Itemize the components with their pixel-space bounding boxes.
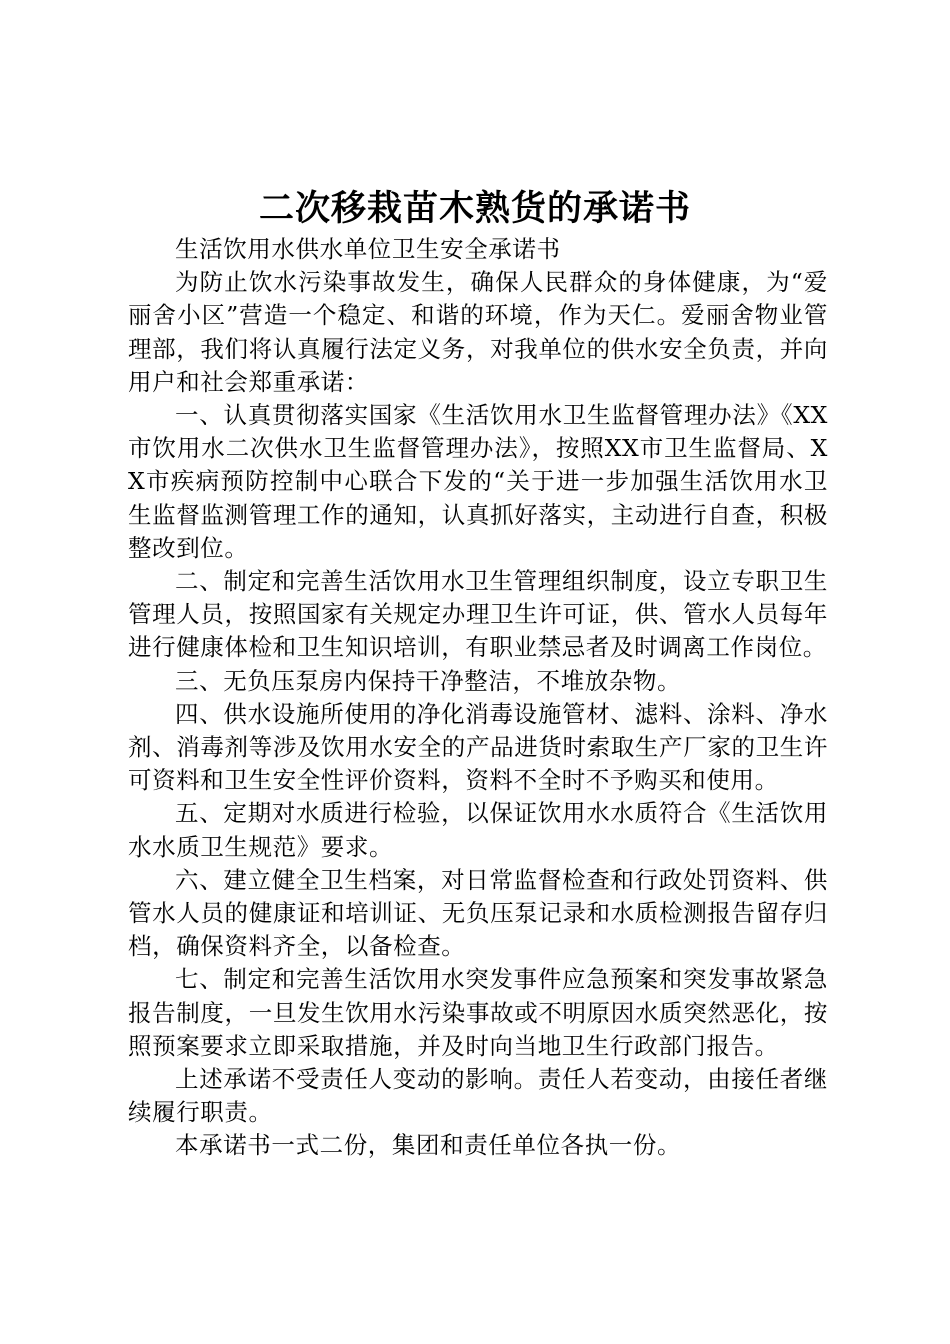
commitment-item-6: 六、建立健全卫生档案，对日常监督检查和行政处罚资料、供管水人员的健康证和培训证、无负压泵记录和水质检测报告留存归档，确保资料齐全，以备检查。 — [128, 865, 828, 961]
responsibility-paragraph: 上述承诺不受责任人变动的影响。责任人若变动，由接任者继续履行职责。 — [128, 1065, 828, 1127]
commitment-item-7: 七、制定和完善生活饮用水突发事件应急预案和突发事故紧急报告制度，一旦发生饮用水污染事故或不明原因水质突然恶化，按照预案要求立即采取措施，并及时向当地卫生行政部门报告。 — [128, 965, 828, 1060]
copies-paragraph: 本承诺书一式二份，集团和责任单位各执一份。 — [175, 1131, 682, 1160]
subtitle-paragraph: 生活饮用水供水单位卫生安全承诺书 — [175, 235, 561, 263]
intro-paragraph: 为防止饮水污染事故发生，确保人民群众的身体健康，为“爱丽舍小区”营造一个稳定、和谐的环境，作为天仁。爱丽舍物业管理部，我们将认真履行法定义务，对我单位的供水安全负责，并向用户和社会郑重承诺： — [128, 268, 828, 396]
commitment-item-5: 五、定期对水质进行检验，以保证饮用水水质符合《生活饮用水水质卫生规范》要求。 — [128, 799, 828, 861]
commitment-item-1: 一、认真贯彻落实国家《生活饮用水卫生监督管理办法》《XX市饮用水二次供水卫生监督管理办法》，按照XX市卫生监督局、XX市疾病预防控制中心联合下发的“关于进一步加强生活饮用水卫生监督监测管理工作的通知，认真抓好落实，主动进行自查，积极整改到位。 — [128, 401, 828, 562]
commitment-item-2: 二、制定和完善生活饮用水卫生管理组织制度，设立专职卫生管理人员，按照国家有关规定办理卫生许可证，供、管水人员每年进行健康体检和卫生知识培训，有职业禁忌者及时调离工作岗位。 — [128, 567, 828, 662]
document-body — [128, 233, 828, 1163]
commitment-item-3: 三、无负压泵房内保持干净整洁，不堆放杂物。 — [175, 666, 682, 695]
commitment-item-4: 四、供水设施所使用的净化消毒设施管材、滤料、涂料、净水剂、消毒剂等涉及饮用水安全的产品进货时索取生产厂家的卫生许可资料和卫生安全性评价资料，资料不全时不予购买和使用。 — [128, 699, 828, 795]
document-title: 二次移栽苗木熟货的承诺书 — [258, 189, 691, 229]
